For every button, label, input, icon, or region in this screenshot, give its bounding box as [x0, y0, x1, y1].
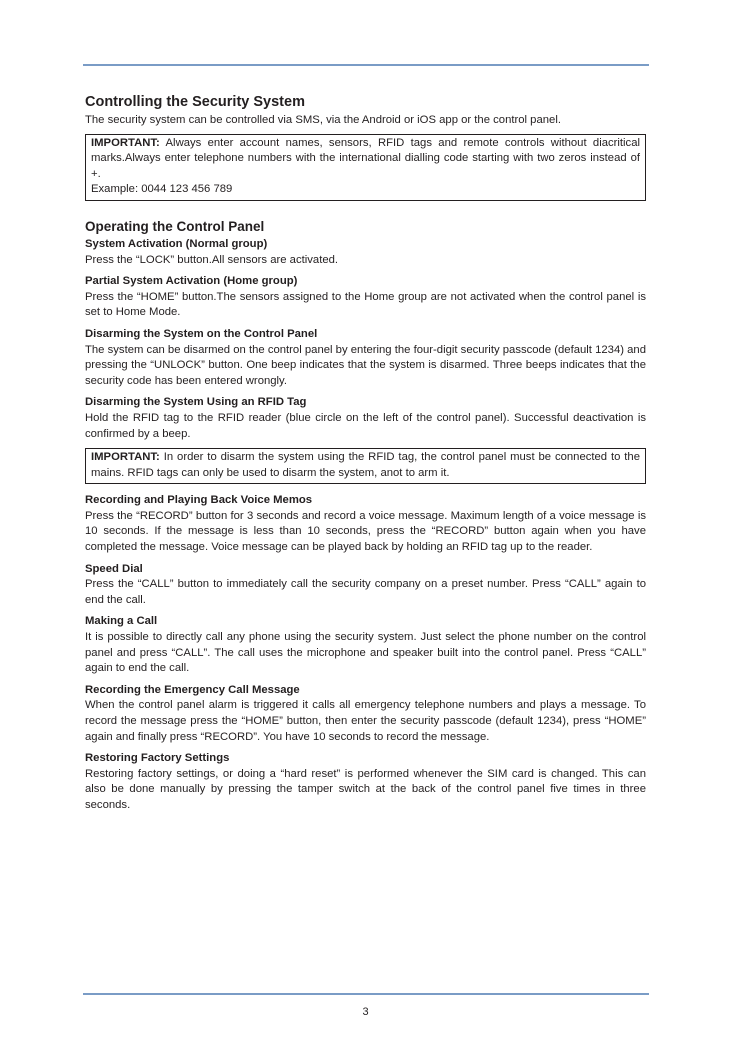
notice-1-label: IMPORTANT:: [91, 136, 160, 149]
footer-rule: [83, 993, 649, 995]
section-text: Press the “HOME” button.The sensors assigned to the Home group are not activated when the control panel is set to Home Mode.: [85, 290, 646, 319]
section-text: It is possible to directly call any phone using the security system. Just select the phone number on the control panel and press “CALL”. The call uses the microphone and speaker built into the control panel. Press “CALL” again to end the call.: [85, 631, 646, 675]
page-number: 3: [362, 1006, 369, 1018]
section-voice-memos: [85, 493, 646, 555]
section-heading: Recording and Playing Back Voice Memos: [85, 494, 313, 507]
intro-paragraph: The security system can be controlled via SMS, via the Android or iOS app or the control panel.: [85, 114, 561, 126]
section-making-call: [85, 614, 646, 676]
section-text: Press the “LOCK” button.All sensors are activated.: [85, 253, 339, 266]
section-text: Restoring factory settings, or doing a “hard reset” is performed whenever the SIM card is changed. This can also be done manually by pressing the tamper switch at the back of the control panel five times in three seconds.: [85, 767, 646, 811]
notice-2-label: IMPORTANT:: [91, 451, 160, 464]
notice-1-text: Always enter account names, sensors, RFID tags and remote controls without diacritical marks.Always enter telephone numbers with the international dialling code starting with two zeros instead of +.: [91, 136, 640, 180]
important-notice-1: [85, 134, 646, 201]
section-factory-reset: [85, 751, 646, 813]
section-text: Press the “RECORD” button for 3 seconds and record a voice message. Maximum length of a voice message is 10 seconds. If the message is less than 10 seconds, press the “RECORD” button again when you have completed the message. Voice message can be played back by holding an RFID tag up to the reader.: [85, 509, 646, 554]
important-notice-2: [85, 448, 646, 484]
page-title: Controlling the Security System: [85, 94, 305, 110]
section-text: When the control panel alarm is triggered it calls all emergency telephone numbers and plays a message. To record the message press the “HOME” button, then enter the security passcode (default 1234), press “HOME” again and finally press “RECORD”. You have 10 seconds to record the message.: [85, 699, 646, 743]
header-rule: [83, 64, 649, 66]
section-partial-activation: [85, 274, 646, 321]
section-text: The system can be disarmed on the control panel by entering the four-digit security passcode (default 1234) and pressing the “UNLOCK” button. One beep indicates that the system is disarmed. Three beeps indicates that the security code has been entered wrongly.: [85, 343, 646, 387]
operating-heading: Operating the Control Panel: [85, 218, 265, 234]
section-system-activation: [85, 237, 646, 268]
notice-1-example: Example: 0044 123 456 789: [91, 183, 233, 196]
section-emergency-message: [85, 683, 646, 745]
section-heading: Restoring Factory Settings: [85, 752, 230, 765]
section-disarm-panel: [85, 327, 646, 389]
section-text: Press the “CALL” button to immediately call the security company on a preset number. Press “CALL” again to end the call.: [85, 578, 646, 606]
section-heading: Disarming the System Using an RFID Tag: [85, 396, 307, 409]
section-heading: Disarming the System on the Control Panel: [85, 327, 318, 340]
section-heading: Making a Call: [85, 615, 158, 628]
section-text: Hold the RFID tag to the RFID reader (blue circle on the left of the control panel). Successful deactivation is confirmed by a beep.: [85, 411, 646, 440]
section-heading: Partial System Activation (Home group): [85, 275, 298, 288]
section-heading: Speed Dial: [85, 562, 143, 575]
section-heading: System Activation (Normal group): [85, 237, 268, 250]
document-body: [85, 93, 646, 820]
section-speed-dial: [85, 562, 646, 609]
notice-2-text: In order to disarm the system using the RFID tag, the control panel must be connected to the mains. RFID tags can only be used to disarm the system, anot to arm it.: [91, 451, 640, 479]
section-heading: Recording the Emergency Call Message: [85, 683, 300, 696]
section-disarm-rfid: [85, 395, 646, 442]
